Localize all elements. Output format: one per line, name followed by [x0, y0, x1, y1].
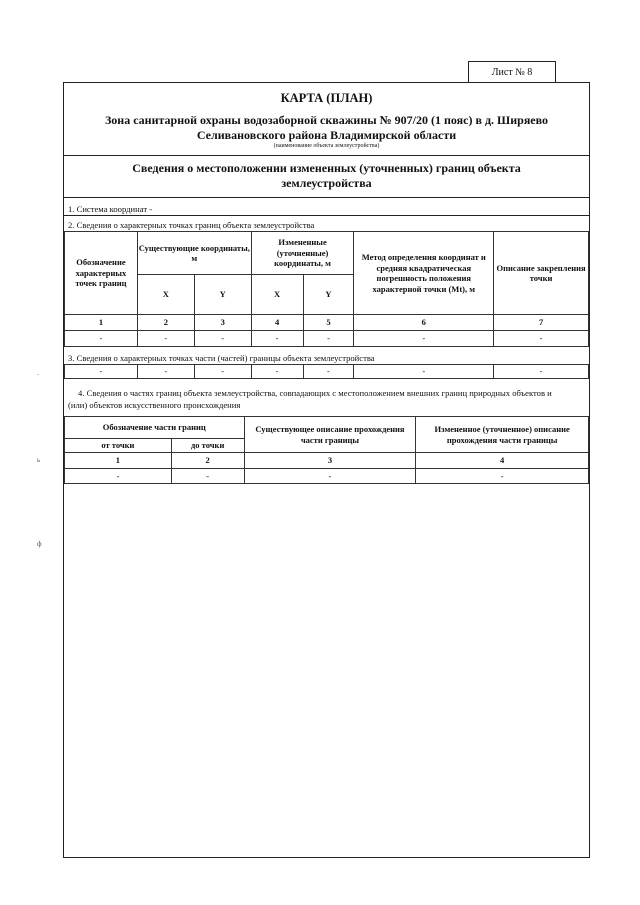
table-cell: -: [494, 331, 589, 347]
divider: [64, 155, 589, 156]
column-number: 1: [65, 453, 172, 469]
table-cell: -: [251, 331, 303, 347]
table-cell: -: [303, 365, 354, 379]
divider: [64, 215, 589, 216]
section-heading: Сведения о местоположении измененных (уточненных) границ объекта землеустройства: [132, 161, 521, 190]
table-cell: -: [137, 365, 194, 379]
header-to-point: до точки: [171, 439, 244, 453]
table-cell: -: [194, 331, 251, 347]
table-cell: -: [416, 469, 589, 484]
table-row: [65, 315, 589, 331]
table-cell: -: [65, 331, 138, 347]
header-existing-coords: Существующие координаты, м: [137, 232, 251, 275]
table-cell: -: [65, 365, 138, 379]
parts-points-table: [64, 364, 589, 379]
header-changed-description: Измененное (уточненное) описание прохождения части границы: [416, 417, 589, 453]
column-number: 2: [137, 315, 194, 331]
sheet-number-box: [468, 61, 556, 83]
header-x-changed: X: [251, 275, 303, 315]
table-cell: -: [65, 469, 172, 484]
table-cell: -: [354, 365, 494, 379]
header-y-changed: Y: [303, 275, 354, 315]
table-cell: -: [171, 469, 244, 484]
header-changed-coords: Измененные (уточненные) координаты, м: [251, 232, 354, 275]
header-from-point: от точки: [65, 439, 172, 453]
points-table: [64, 231, 589, 347]
column-number: 6: [354, 315, 494, 331]
column-number: 4: [416, 453, 589, 469]
column-number: 1: [65, 315, 138, 331]
column-number: 3: [244, 453, 416, 469]
table-cell: -: [244, 469, 416, 484]
margin-mark: ь: [37, 456, 41, 464]
header-existing-description: Существующее описание прохождения части границы: [244, 417, 416, 453]
table-row: [65, 331, 589, 347]
page-title: КАРТА (ПЛАН): [280, 91, 373, 105]
object-name: Зона санитарной охраны водозаборной скважины № 907/20 (1 пояс) в д. Ширяево Селивановского района Владимирской области: [104, 113, 549, 142]
section-3-label: 3. Сведения о характерных точках части (частей) границы объекта землеустройства: [68, 353, 375, 363]
column-number: 5: [303, 315, 354, 331]
sheet-label: Лист № 8: [491, 66, 533, 78]
table-row: [65, 365, 589, 379]
table-cell: -: [354, 331, 494, 347]
column-number: 4: [251, 315, 303, 331]
table-row: [65, 469, 589, 484]
divider: [64, 197, 589, 198]
header-y-existing: Y: [194, 275, 251, 315]
table-cell: -: [303, 331, 354, 347]
section-1-label: 1. Система координат -: [68, 204, 153, 214]
header-description: Описание закрепления точки: [494, 232, 589, 315]
header-x-existing: X: [137, 275, 194, 315]
column-number: 2: [171, 453, 244, 469]
document-frame: [63, 82, 590, 858]
header-part-designation: Обозначение части границ: [65, 417, 245, 439]
margin-mark: ·: [37, 371, 40, 379]
object-name-caption: (наименование объекта землеустройства): [273, 143, 380, 149]
table-cell: -: [251, 365, 303, 379]
table-cell: -: [194, 365, 251, 379]
margin-mark: ф: [37, 540, 42, 548]
column-number: 7: [494, 315, 589, 331]
table-row: [65, 453, 589, 469]
parts-table: [64, 416, 589, 484]
section-2-label: 2. Сведения о характерных точках границ объекта землеустройства: [68, 220, 315, 230]
section-4-label: 4. Сведения о частях границ объекта землеустройства, совпадающих с местоположением внешних границ природных объектов и (или) объектов искусственного происхождения: [68, 388, 552, 410]
header-point-designation: Обозначение характерных точек границ: [65, 232, 138, 315]
header-method: Метод определения координат и средняя квадратическая погрешность положения характерной точки (Mt), м: [354, 232, 494, 315]
table-cell: -: [137, 331, 194, 347]
table-cell: -: [494, 365, 589, 379]
column-number: 3: [194, 315, 251, 331]
